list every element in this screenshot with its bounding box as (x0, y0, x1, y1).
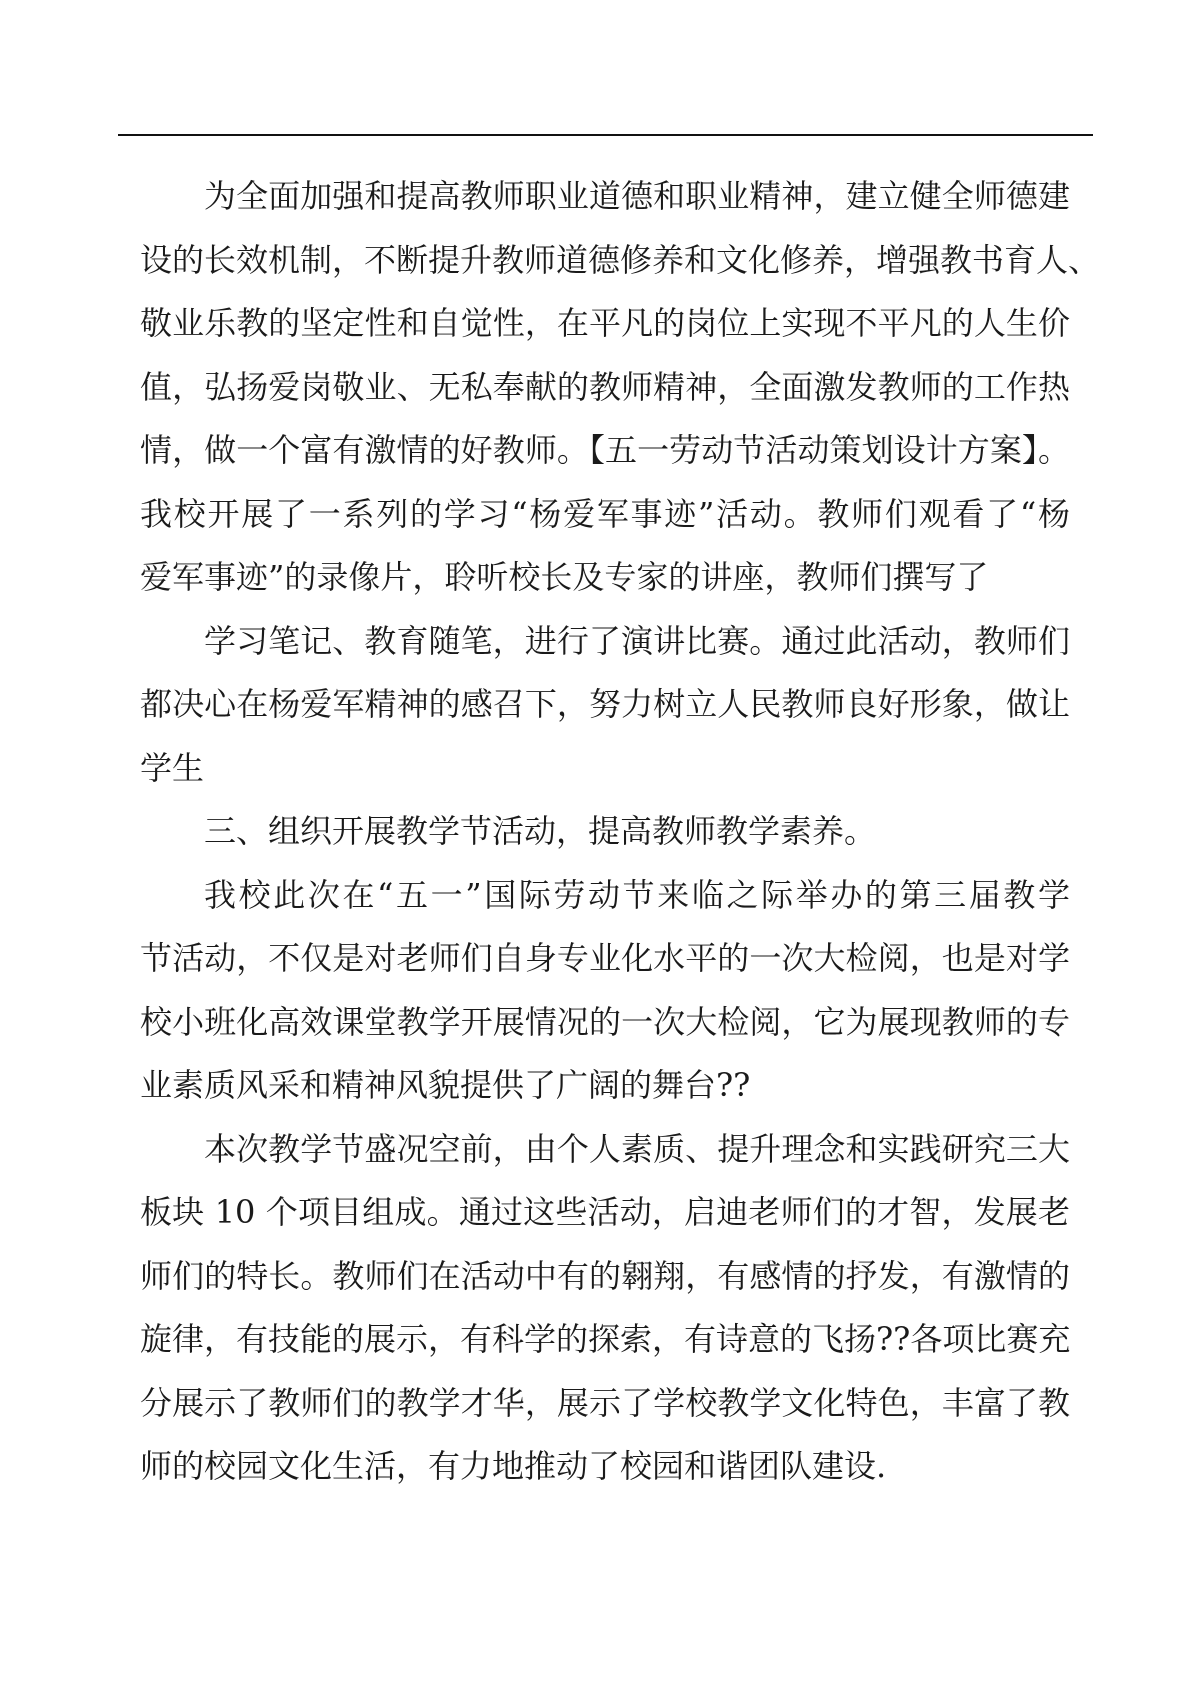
text-line: 师的校园文化生活，有力地推动了校园和谐团队建设. (140, 1447, 887, 1485)
text-line: 都决心在杨爱军精神的感召下，努力树立人民教师良好形象，做让 (140, 685, 1070, 723)
text-line: 为全面加强和提高教师职业道德和职业精神，建立健全师德建 (204, 177, 1070, 215)
text-line: 本次教学节盛况空前，由个人素质、提升理念和实践研究三大 (204, 1129, 1070, 1168)
text-line: 情，做一个富有激情的好教师。【五一劳动节活动策划设计方案】。 (140, 431, 1070, 469)
text-line: 分展示了教师们的教学才华，展示了学校教学文化特色，丰富了教 (140, 1383, 1070, 1422)
text-line: 学生 (140, 748, 205, 787)
header-rule (118, 134, 1093, 136)
text-line: 我校开展了一系列的学习“杨爱军事迹”活动。教师们观看了“杨 (140, 494, 1070, 533)
section-heading: 三、组织开展教学节活动，提高教师教学素养。 (204, 812, 877, 850)
text-line: 值，弘扬爱岗敬业、无私奉献的教师精神，全面激发教师的工作热 (140, 367, 1070, 406)
text-line: 板块 10 个项目组成。通过这些活动，启迪老师们的才智，发展老 (140, 1193, 1070, 1231)
text-line: 节活动，不仅是对老师们自身专业化水平的一次大检阅，也是对学 (140, 939, 1070, 977)
text-line: 设的长效机制，不断提升教师道德修养和文化修养，增强教书育人、 (140, 240, 1101, 279)
body-text (140, 165, 1101, 1499)
text-line: 学习笔记、教育随笔，进行了演讲比赛。通过此活动，教师们 (204, 621, 1070, 660)
text-line: 师们的特长。教师们在活动中有的翱翔，有感情的抒发，有激情的 (140, 1256, 1070, 1295)
text-line: 敬业乐教的坚定性和自觉性，在平凡的岗位上实现不平凡的人生价 (140, 304, 1070, 342)
text-line: 我校此次在“五一”国际劳动节来临之际举办的第三届教学 (204, 875, 1070, 914)
text-line: 业素质风采和精神风貌提供了广阔的舞台?? (140, 1066, 751, 1104)
text-line: 爱军事迹”的录像片，聆听校长及专家的讲座，教师们撰写了 (140, 558, 989, 596)
text-line: 旋律，有技能的展示，有科学的探索，有诗意的飞扬??各项比赛充 (140, 1320, 1071, 1358)
text-line: 校小班化高效课堂教学开展情况的一次大检阅，它为展现教师的专 (140, 1002, 1070, 1041)
